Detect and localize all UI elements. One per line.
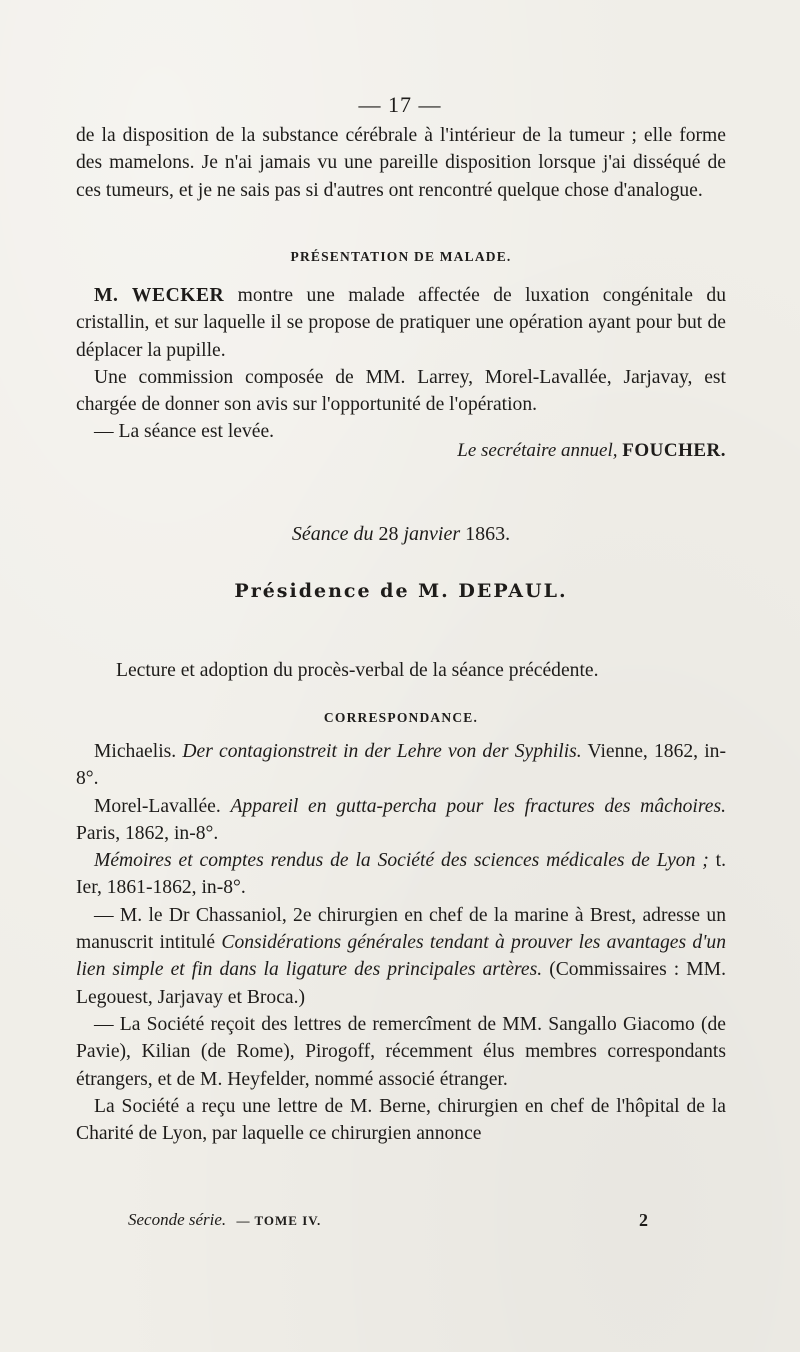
commission-paragraph: Une commission composée de MM. Larrey, Morel-Lavallée, Jarjavay, est chargée de donner son avis sur l'opportunité de l'opération. [76, 366, 726, 416]
session-month: janvier [403, 523, 461, 545]
ref1-author: Michaelis. [94, 741, 177, 762]
session-day: 28 [378, 523, 399, 545]
closing-paragraph: — La séance est levée. [94, 421, 275, 443]
lecture-block [76, 660, 726, 682]
reference-morel-lavallee [76, 793, 726, 848]
signature-role: Le secrétaire annuel, [457, 440, 618, 461]
presidence-line: Présidence de M. DEPAUL. [234, 580, 568, 602]
footer-tome: — TOME IV. [236, 1213, 322, 1228]
secretary-signature [76, 440, 726, 462]
ref2-title: Appareil en gutta-percha pour les fractures des mâchoires. [230, 795, 726, 817]
footer-signature-mark: 2 [639, 1210, 648, 1230]
reference-memoires-lyon [76, 847, 726, 902]
session-title [76, 523, 726, 546]
reference-michaelis [76, 738, 726, 793]
ref3-details: t. Ier, 1861-1862, in-8°. [76, 850, 726, 899]
remerciement-paragraph: — La Société reçoit des lettres de remercîment de MM. Sangallo Giacomo (de Pavie), Kilian (de Rome), Pirogoff, récemment élus membres correspondants étrangers, et de M. Heyfelder, nommé associé étranger. [76, 1013, 726, 1090]
footer-series: Seconde série. [128, 1210, 227, 1229]
page-footer [128, 1210, 648, 1230]
session-year: 1863. [465, 523, 511, 545]
berne-paragraph: La Société a reçu une lettre de M. Berne, chirurgien en chef de l'hôpital de la Charité de Lyon, par laquelle ce chirurgien annonce [76, 1095, 726, 1145]
chassaniol-paragraph [76, 902, 726, 1011]
presentation-text: montre une malade affectée de luxation congénitale du cristallin, et sur laquelle il se propose de pratiquer une opération ayant pour but de déplacer la pupille. [76, 285, 726, 361]
chassaniol-manuscript-title: Considérations générales tendant à prouver les avantages d'un lien simple et fin dans la ligature des principales artères. [76, 932, 726, 981]
opening-paragraph: de la disposition de la substance cérébrale à l'intérieur de la tumeur ; elle forme des mamelons. Je n'ai jamais vu une pareille disposition lorsque j'ai disséqué de ces tumeurs, et je ne sais pas si d'autres ont rencontré quelque chose d'analogue. [76, 125, 726, 201]
presentation-paragraph [76, 282, 726, 364]
ref1-details: Vienne, 1862, in-8°. [76, 741, 727, 790]
section-heading-presentation: PRÉSENTATION DE MALADE. [290, 249, 512, 264]
section-heading-correspondance: CORRESPONDANCE. [323, 710, 479, 725]
chassaniol-intro: — M. le Dr Chassaniol, 2e chirurgien en chef de la marine à Brest, adresse un manuscrit intitulé [76, 904, 726, 954]
correspondance-block [76, 738, 726, 1147]
presentation-block [76, 282, 726, 446]
session-title-prefix: Séance du [291, 523, 374, 545]
opening-paragraph-block [76, 122, 726, 204]
page-number: — 17 — [358, 92, 442, 117]
ref1-title: Der contagionstreit in der Lehre von der Syphilis. [182, 741, 582, 762]
ref2-author: Morel-Lavallée. [94, 795, 221, 817]
lecture-line: Lecture et adoption du procès-verbal de la séance précédente. [116, 660, 599, 681]
ref3-title: Mémoires et comptes rendus de la Société des sciences médicales de Lyon ; [94, 850, 709, 872]
chassaniol-commission: (Commissaires : MM. Legouest, Jarjavay et Broca.) [76, 959, 726, 1008]
ref2-details: Paris, 1862, in-8°. [76, 822, 219, 844]
speaker-name: M. WECKER [94, 285, 225, 306]
signature-name: FOUCHER. [622, 440, 726, 461]
